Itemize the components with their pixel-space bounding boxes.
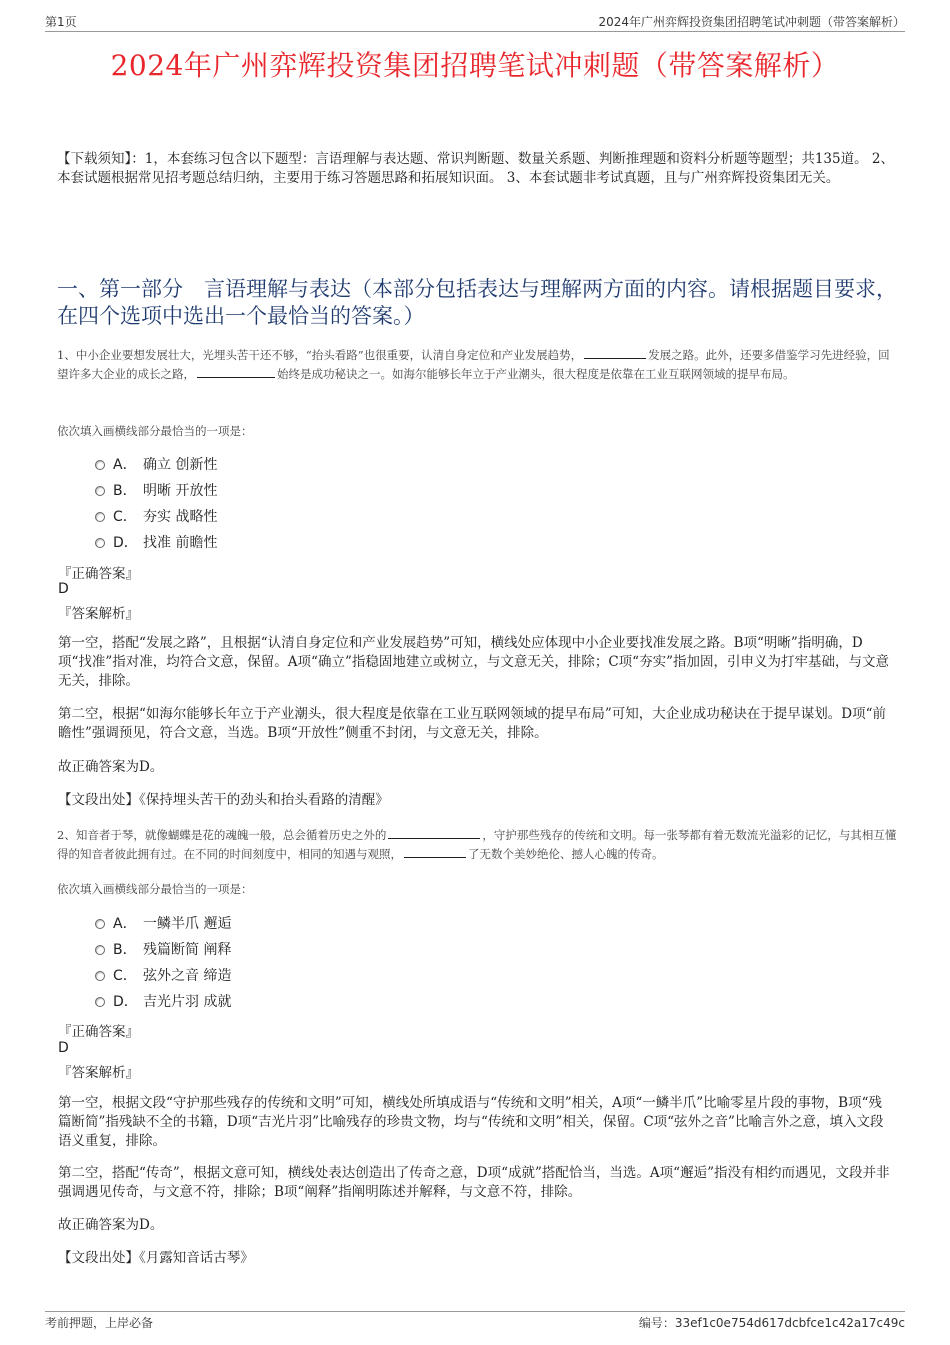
question-2-part-3: 了无数个美妙绝伦、撼人心魄的传奇。 [468, 847, 664, 861]
question-1-part-3: 始终是成功秘诀之一。如海尔能够长年立于产业潮头，很大程度是依靠在工业互联网领域的提早布局。 [277, 367, 795, 381]
radio-icon[interactable] [95, 512, 105, 522]
radio-icon[interactable] [95, 971, 105, 981]
question-1-blank-1 [584, 346, 646, 359]
question-2-blank-2 [404, 845, 466, 858]
question-2-analysis-2: 第二空，搭配“传奇”，根据文意可知，横线处表达创造出了传奇之意，D项“成就”搭配恰当，当选。A项“邂逅”指没有相约而遇见，文段并非强调遇见传奇，与文意不符，排除；B项“阐释”指阐明陈述并解释，与文意不符，排除。 [58, 1165, 890, 1200]
question-1-blank-2 [197, 365, 275, 378]
question-1-correct-label: 『正确答案』 [58, 566, 139, 582]
question-1-prompt: 依次填入画横线部分最恰当的一项是： [57, 424, 253, 438]
question-2-part-1: 2、知音者于琴，就像蝴蝶是花的魂魄一般，总会循着历史之外的 [57, 828, 387, 842]
question-1-part-2: 发展之路。此外，还要多借鉴学习先进经验，回望许多大企业的成长之路， [57, 348, 890, 381]
question-2-option-b[interactable]: B． 残篇断简 阐释 [95, 939, 231, 961]
section-title: 一、第一部分 言语理解与表达（本部分包括表达与理解两方面的内容。请根据题目要求，在四个选项中选出一个最恰当的答案。） [57, 277, 897, 328]
radio-icon[interactable] [95, 538, 105, 548]
question-1-option-c[interactable]: C． 夯实 战略性 [95, 506, 217, 528]
question-1-analysis-label: 『答案解析』 [58, 606, 139, 622]
question-2-prompt: 依次填入画横线部分最恰当的一项是： [57, 882, 253, 896]
question-1-answer: D [58, 581, 69, 597]
radio-icon[interactable] [95, 945, 105, 955]
download-notice: 【下载须知】：1，本套练习包含以下题型：言语理解与表达题、常识判断题、数量关系题、判断推理题和资料分析题等题型；共135道。 2、本套试题根据常见招考题总结归纳，主要用于练习答题思路和拓展知识面。 3、本套试题非考试真题，且与广州弈辉投资集团无关。 [57, 151, 894, 186]
question-2-conclusion: 故正确答案为D。 [58, 1217, 164, 1233]
question-2-option-c[interactable]: C． 弦外之音 缔造 [95, 965, 231, 987]
question-2-analysis-label: 『答案解析』 [58, 1065, 139, 1081]
radio-icon[interactable] [95, 997, 105, 1007]
footer-serial-number: 编号：33ef1c0e754d617dcbfce1c42a17c49c [638, 1316, 905, 1330]
question-2-source: 【文段出处】《月露知音话古琴》 [58, 1250, 254, 1266]
question-1-analysis-1: 第一空，搭配“发展之路”，且根据“认清自身定位和产业发展趋势”可知，横线处应体现中小企业要找准发展之路。B项“明晰”指明确，D项“找准”指对准，均符合文意，保留。A项“确立”指稳固地建立或树立，与文意无关，排除；C项“夯实”指加固，引申义为打牢基础，与文意无关，排除。 [58, 635, 889, 689]
question-2-correct-label: 『正确答案』 [58, 1024, 139, 1040]
footer-slogan: 考前押题，上岸必备 [45, 1316, 154, 1330]
question-2-option-a[interactable]: A． 一鳞半爪 邂逅 [95, 913, 231, 935]
header-document-title: 2024年广州弈辉投资集团招聘笔试冲刺题（带答案解析） [598, 15, 905, 29]
radio-icon[interactable] [95, 460, 105, 470]
question-1-conclusion: 故正确答案为D。 [58, 759, 164, 775]
question-1-source: 【文段出处】《保持埋头苦干的劲头和抬头看路的清醒》 [58, 792, 389, 808]
question-1-analysis-2: 第二空，根据“如海尔能够长年立于产业潮头，很大程度是依靠在工业互联网领域的提早布局”可知，大企业成功秘诀在于提早谋划。D项“前瞻性”强调预见，符合文意，当选。B项“开放性”侧重不封闭，与文意无关，排除。 [58, 706, 887, 741]
header-divider [45, 31, 905, 32]
question-2-answer: D [58, 1040, 69, 1056]
page-title: 2024年广州弈辉投资集团招聘笔试冲刺题（带答案解析） [110, 49, 840, 82]
question-2-part-2: ，守护那些残存的传统和文明。每一张琴都有着无数流光溢彩的记忆，与其相互懂得的知音者彼此拥有过。在不同的时间刻度中，相同的知遇与观照， [57, 828, 897, 861]
question-1-part-1: 1、中小企业要想发展壮大，光埋头苦干还不够，“抬头看路”也很重要，认清自身定位和产业发展趋势， [57, 348, 583, 362]
question-1-text [57, 346, 899, 384]
question-2-blank-1 [388, 826, 480, 839]
question-1-option-a[interactable]: A． 确立 创新性 [95, 454, 217, 476]
radio-icon[interactable] [95, 919, 105, 929]
question-2-option-d[interactable]: D． 吉光片羽 成就 [95, 991, 231, 1013]
question-2-analysis-1: 第一空，根据文段“守护那些残存的传统和文明”可知，横线处所填成语与“传统和文明”相关，A项“一鳞半爪”比喻零星片段的事物，B项“残篇断简”指残缺不全的书籍，D项“吉光片羽”比喻残存的珍贵文物，均与“传统和文明”相关，保留。C项“弦外之音”比喻言外之意，填入文段语义重复，排除。 [58, 1095, 884, 1149]
radio-icon[interactable] [95, 486, 105, 496]
question-1-option-d[interactable]: D． 找准 前瞻性 [95, 532, 217, 554]
question-2-text [57, 826, 899, 864]
footer-divider [45, 1311, 905, 1312]
header-page-number: 第1页 [45, 15, 77, 29]
question-1-option-b[interactable]: B． 明晰 开放性 [95, 480, 217, 502]
